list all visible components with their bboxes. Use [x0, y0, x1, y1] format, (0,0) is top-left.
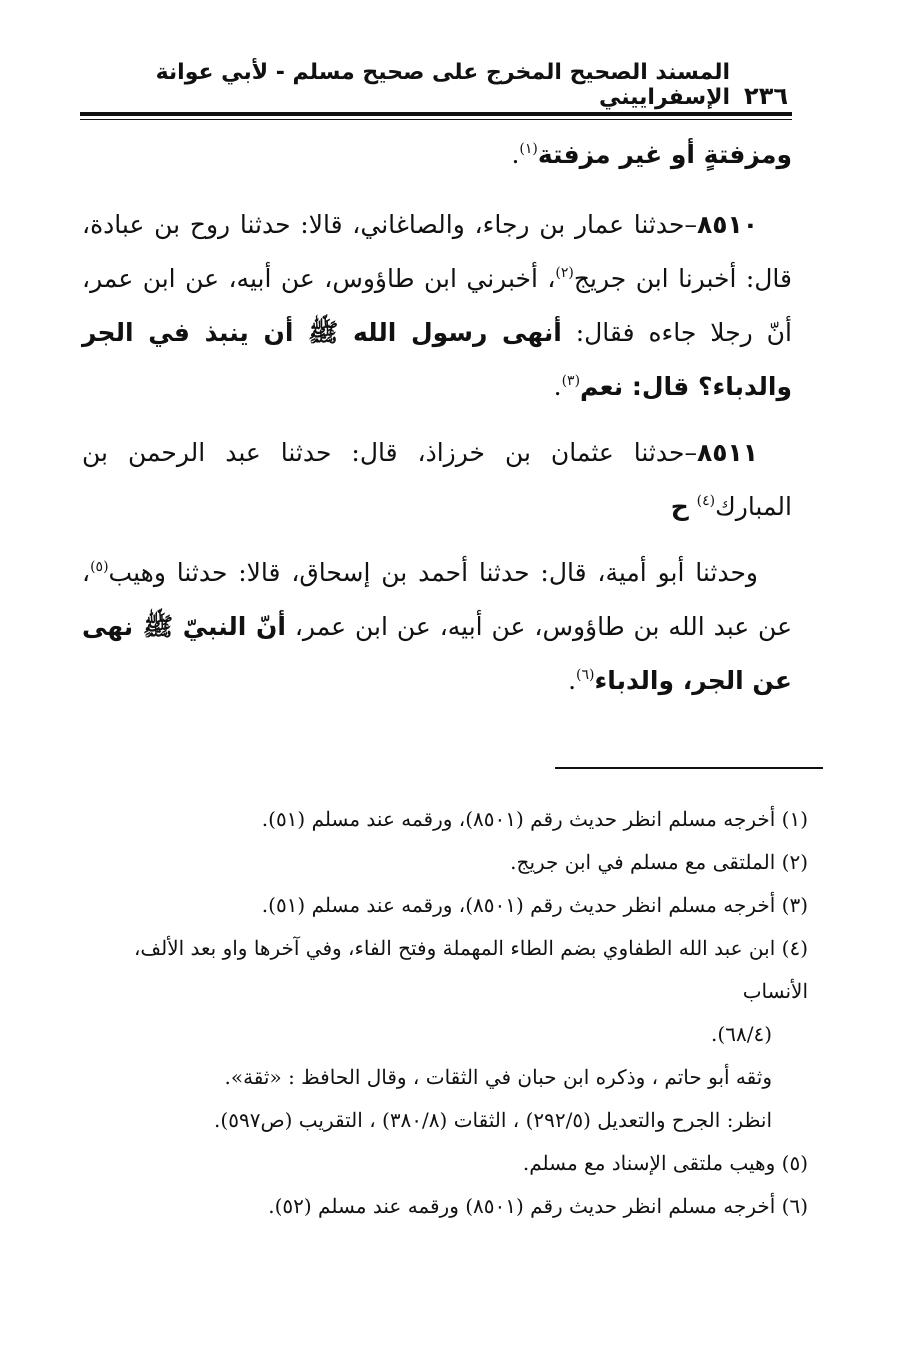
footnote-4: (٤) ابن عبد الله الطفاوي بضم الطاء المهملة وفتح الفاء، وفي آخرها واو بعد الألف، الأنساب	[133, 936, 808, 1003]
running-header	[150, 60, 788, 110]
book-title: المسند الصحيح المخرج على صحيح مسلم - لأبي عوانة الإسفراييني	[155, 60, 731, 110]
footnote-ref: (٦)	[576, 667, 595, 683]
footnote-1: (١) أخرجه مسلم انظر حديث رقم (٨٥٠١)، ورقمه عند مسلم (٥١).	[261, 807, 808, 831]
hadith-8510: ٨٥١٠–حدثنا عمار بن رجاء، والصاغاني، قالا: حدثنا روح بن عبادة، قال: أخبرنا ابن جريج$^{(٢)}$، أخبرني ابن طاؤوس، عن أبيه، عن ابن عمر، أنّ رجلا جاءه فقال: أنهى رسول الله ﷺ أن ينبذ في الجر والدباء؟ قال: نعم$^{(٣)}$.	[82, 210, 793, 401]
tahwil-mark: ح	[670, 492, 689, 521]
footnote-ref: (٥)	[90, 559, 109, 575]
footnote-5: (٥) وهيب ملتقى الإسناد مع مسلم.	[522, 1151, 808, 1175]
footnote-6: (٦) أخرجه مسلم انظر حديث رقم (٨٥٠١) ورقمه عند مسلم (٥٢).	[268, 1194, 808, 1218]
footnote-4-continuation: (٦٨/٤).	[711, 1022, 772, 1046]
paragraph-continuation: ومزفتةٍ أو غير مزفتة$^{(١)}$.	[511, 140, 792, 169]
footnote-ref: (٤)	[696, 493, 716, 509]
hadith-matn: أنّ النبيّ ﷺ نهى عن الجر، والدباء	[82, 612, 792, 695]
footnote-separator	[555, 767, 823, 769]
footnote-4-grading: وثقه أبو حاتم ، وذكره ابن حبان في الثقات ، وقال الحافظ : «ثقة».	[224, 1065, 772, 1089]
hadith-8511-second-chain: وحدثنا أبو أمية، قال: حدثنا أحمد بن إسحاق، قالا: حدثنا وهيب$^{(٥)}$، عن عبد الله بن طاؤوس، عن أبيه، عن ابن عمر، أنّ النبيّ ﷺ نهى عن الجر، والدباء$^{(٦)}$.	[82, 558, 793, 695]
hadith-number: ٨٥١١	[696, 438, 758, 467]
footnote-4-sources: انظر: الجرح والتعديل (٢٩٢/٥) ، الثقات (٣٨٠/٨) ، التقريب (ص٥٩٧).	[214, 1108, 772, 1132]
footnote-ref: (٢)	[555, 265, 574, 281]
hadith-number: ٨٥١٠	[696, 210, 758, 239]
footnotes	[90, 798, 808, 1228]
footnote-ref: (١)	[519, 141, 538, 157]
footnote-ref: (٣)	[561, 373, 581, 389]
footnote-3: (٣) أخرجه مسلم انظر حديث رقم (٨٥٠١)، ورقمه عند مسلم (٥١).	[261, 893, 808, 917]
header-rule-thin	[80, 119, 792, 120]
header-rule-thick	[80, 112, 792, 116]
hadith-matn: أنهى رسول الله ﷺ أن ينبذ في الجر والدباء؟ قال: نعم	[82, 318, 792, 401]
page-number: ٢٣٦	[744, 82, 788, 110]
hadith-8511: ٨٥١١–حدثنا عثمان بن خرزاذ، قال: حدثنا عبد الرحمن بن المبارك$^{(٤)}$ ح	[82, 438, 792, 521]
footnote-2: (٢) الملتقى مع مسلم في ابن جريج.	[510, 850, 808, 874]
main-text	[82, 128, 792, 720]
